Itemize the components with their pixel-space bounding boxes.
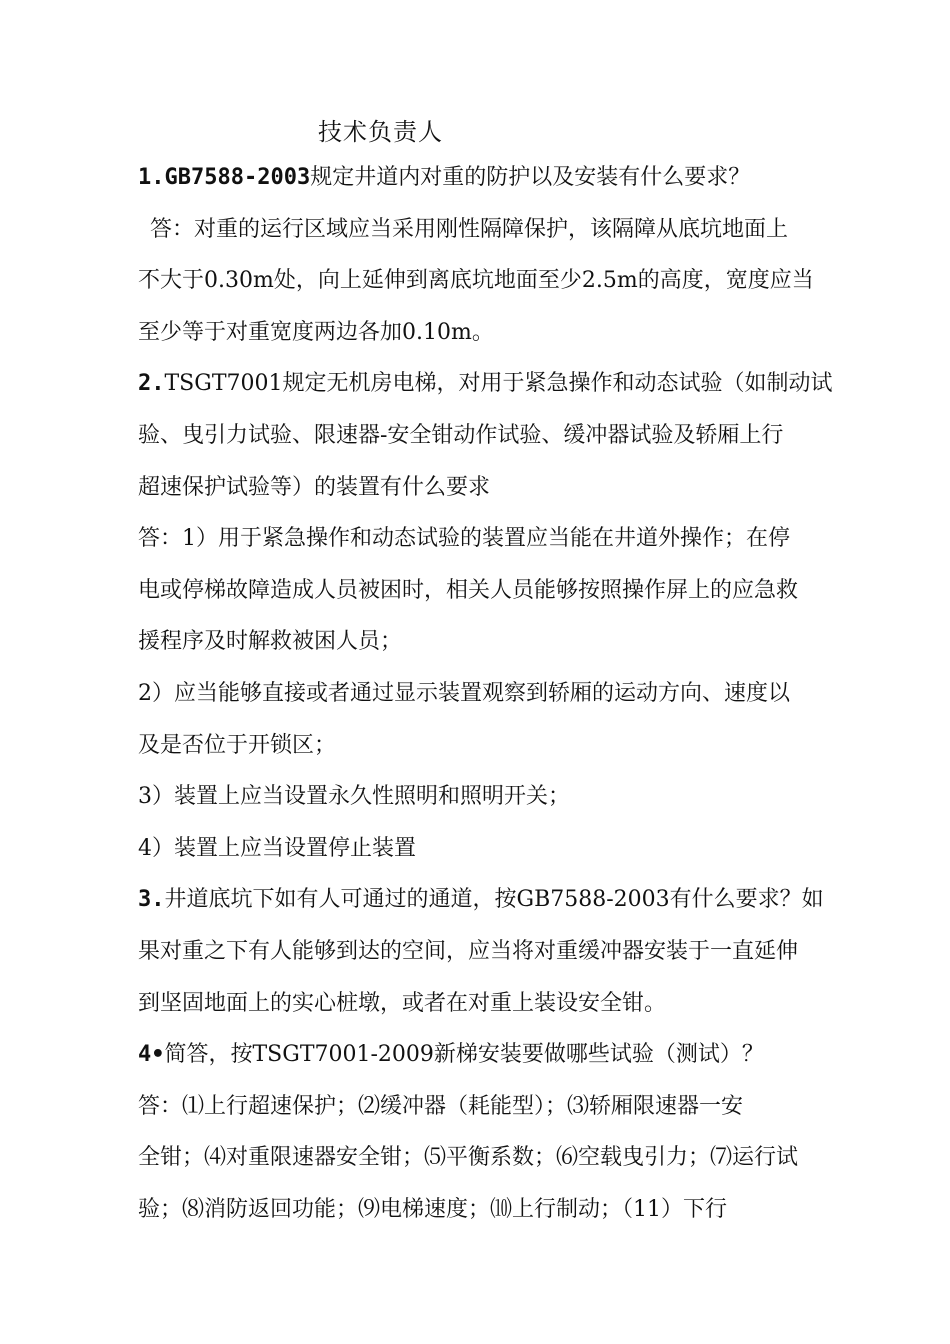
line-text: 答：1）用于紧急操作和动态试验的装置应当能在井道外操作；在停 [138,526,790,552]
standard-code: GB7588-2003 [164,165,311,190]
text-line [138,204,828,256]
text-line [138,823,828,875]
question-number: 2. [138,371,165,397]
line-text: 超速保护试验等）的装置有什么要求 [138,474,491,500]
line-text: 规定井道内对重的防护以及安装有什么要求？ [310,165,751,190]
document-title: 技术负责人 [318,118,443,146]
line-text: 验、曳引力试验、限速器-安全钳动作试验、缓冲器试验及轿厢上行 [138,422,784,448]
text-line [138,1081,828,1133]
text-line [138,720,828,772]
text-line [138,410,828,462]
line-text: 验；⑻消防返回功能；⑼电梯速度；⑽上行制动；（11）下行 [138,1196,727,1222]
line-text: 答：⑴上行超速保护；⑵缓冲器（耗能型）；⑶轿厢限速器一安 [138,1093,744,1119]
line-text: 3）装置上应当设置永久性照明和照明开关； [138,784,570,810]
text-line [138,462,828,514]
line-text: 电或停梯故障造成人员被困时，相关人员能够按照操作屏上的应急救 [138,577,799,603]
text-line [138,358,833,410]
text-line [138,255,828,307]
text-line [138,978,828,1030]
text-line [138,668,828,720]
line-text: 4）装置上应当设置停止装置 [138,835,416,861]
line-text: 援程序及时解救被困人员； [138,629,403,655]
text-line [138,152,828,204]
text-line [138,874,828,926]
text-line [138,1184,828,1236]
question-number: 4• [138,1042,165,1068]
line-text: 全钳；⑷对重限速器安全钳；⑸平衡系数；⑹空载曳引力；⑺运行试 [138,1145,799,1171]
question-number: 1. [138,165,165,190]
line-text: 果对重之下有人能够到达的空间，应当将对重缓冲器安装于一直延伸 [138,938,799,964]
text-line [138,1132,828,1184]
line-text: 井道底坑下如有人可通过的通道，按GB7588-2003有什么要求？如 [164,887,824,913]
text-line [138,926,828,978]
line-text: 简答，按TSGT7001-2009新梯安装要做哪些试验（测试）？ [164,1042,764,1068]
text-line [138,513,828,565]
text-line [138,616,828,668]
line-text: 到坚固地面上的实心桩墩，或者在对重上装设安全钳。 [138,990,667,1016]
line-text: 至少等于对重宽度两边各加0.10m。 [138,319,494,345]
text-line [138,771,828,823]
text-line [138,565,828,617]
line-text: 及是否位于开锁区； [138,732,337,758]
line-text: 2）应当能够直接或者通过显示装置观察到轿厢的运动方向、速度以 [138,680,790,706]
line-text: 不大于0.30m处，向上延伸到离底坑地面至少2.5m的高度，宽度应当 [138,268,814,294]
line-text: TSGT7001规定无机房电梯，对用于紧急操作和动态试验（如制动试 [164,371,833,397]
question-number: 3. [138,887,165,913]
line-text: 答：对重的运行区域应当采用刚性隔障保护，该隔障从底坑地面上 [150,216,789,242]
text-line [138,1029,828,1081]
text-line [138,307,828,359]
document-body [138,152,833,1235]
